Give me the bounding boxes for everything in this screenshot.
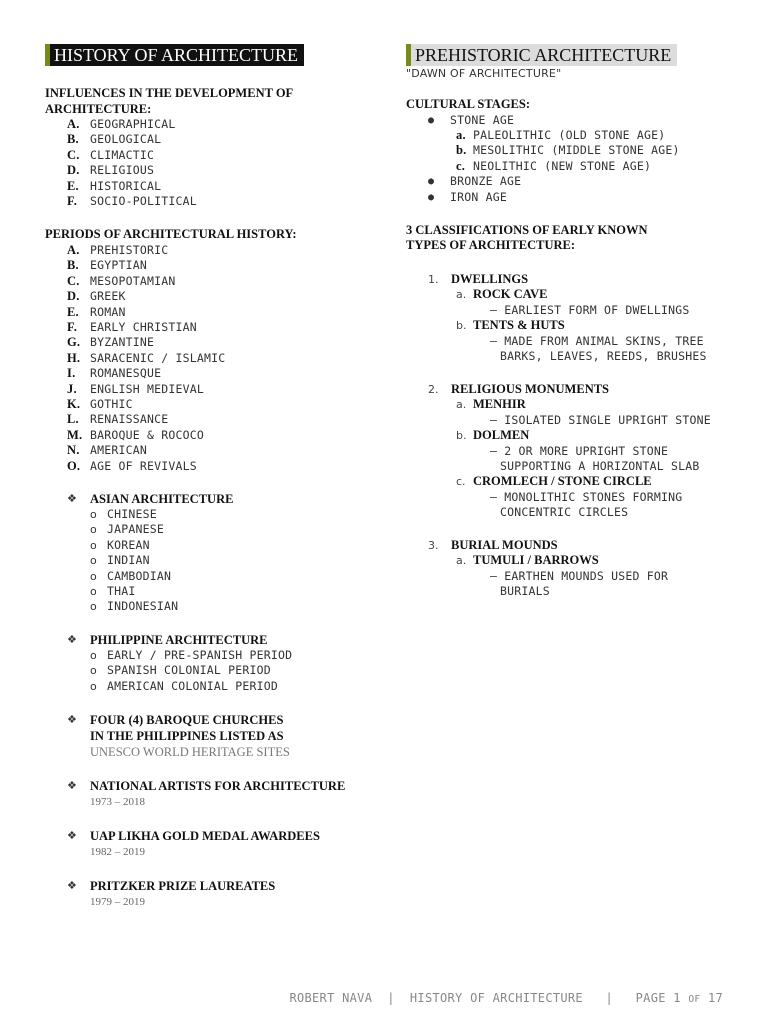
list-item: o SPANISH COLONIAL PERIOD [90,663,271,678]
list-item: F. SOCIO-POLITICAL [67,194,197,209]
list-item: a. PALEOLITHIC (OLD STONE AGE) [456,127,666,142]
page-total: 17 [707,991,723,1005]
list-item: c. CROMLECH / STONE CIRCLE [456,474,652,489]
asian-heading: ❖ ASIAN ARCHITECTURE [67,492,234,507]
influences-list [45,117,375,209]
list-item: a. ROCK CAVE [456,287,548,302]
uap-likha-heading: ❖ UAP LIKHA GOLD MEDAL AWARDEES 1982 – 2019 [67,829,320,859]
bullet-dot-icon: ● [428,114,435,126]
philippine-list [45,648,375,694]
list-item: a. TUMULI / BARROWS [456,553,599,568]
burial-mounds-heading: 3. BURIAL MOUNDS [428,537,558,552]
list-item: o JAPANESE [90,522,164,537]
list-item: A. GEOGRAPHICAL [67,117,176,131]
list-item: o KOREAN [90,537,150,552]
list-item: a. MENHIR [456,397,526,412]
description: – 2 OR MORE UPRIGHT STONE SUPPORTING A HORIZONTAL SLAB [490,443,700,473]
pritzker-heading: ❖ PRITZKER PRIZE LAUREATES 1979 – 2019 [67,879,276,909]
list-item: F. EARLY CHRISTIAN [67,319,197,334]
list-item: c. NEOLITHIC (NEW STONE AGE) [456,158,652,173]
list-item: E. HISTORICAL [67,178,162,193]
description: – EARLIEST FORM OF DWELLINGS [490,302,690,317]
cultural-stages-heading: CULTURAL STAGES: [406,97,530,111]
periods-heading: PERIODS OF ARCHITECTURAL HISTORY: [45,227,297,242]
list-item: K. GOTHIC [67,397,133,411]
bullet-dot-icon: ● [428,191,435,203]
diamond-bullet-icon: ❖ [67,714,77,727]
list-item: o AMERICAN COLONIAL PERIOD [90,678,278,693]
list-item: B. EGYPTIAN [67,258,147,273]
page-title: HISTORY OF ARCHITECTURE [45,44,304,66]
list-item: b. DOLMEN [456,428,530,443]
list-item: L. RENAISSANCE [67,412,169,427]
bullet-dot-icon: ● [428,176,435,188]
description: – EARTHEN MOUNDS USED FOR BURIALS [490,568,669,599]
list-item: O. AGE OF REVIVALS [67,458,197,473]
section-subtitle: "DAWN OF ARCHITECTURE" [406,67,562,80]
list-item: C. MESOPOTAMIAN [67,273,176,288]
classifications-heading: 3 CLASSIFICATIONS OF EARLY KNOWN TYPES OF ARCHITECTURE: [406,222,648,253]
description: – MONOLITHIC STONES FORMING CONCENTRIC CIRCLES [490,489,683,520]
list-item: D. GREEK [67,289,126,304]
page-number: 1 [673,991,681,1005]
list-item: o INDONESIAN [90,599,179,614]
baroque-churches-heading: ❖ FOUR (4) BAROQUE CHURCHES IN THE PHILIPPINES LISTED AS UNESCO WORLD HERITAGE SITES [67,713,290,760]
list-item: I. ROMANESQUE [67,366,162,381]
diamond-bullet-icon: ❖ [67,830,77,843]
page-footer: ROBERT NAVA | HISTORY OF ARCHITECTURE | PAGE 1 OF 17 [289,991,723,1005]
list-item: B. GEOLOGICAL [67,132,162,147]
philippine-heading: ❖ PHILIPPINE ARCHITECTURE [67,632,268,647]
list-item: o CAMBODIAN [90,568,172,583]
list-item: N. AMERICAN [67,443,147,458]
list-item: ● BRONZE AGE [428,174,522,189]
list-item: o THAI [90,584,136,599]
list-item: C. CLIMACTIC [67,147,155,162]
list-item: J. ENGLISH MEDIEVAL [67,381,204,396]
diamond-bullet-icon: ❖ [67,880,77,893]
description: – MADE FROM ANIMAL SKINS, TREE BARKS, LEAVES, REEDS, BRUSHES [490,333,707,364]
religious-monuments-heading: 2. RELIGIOUS MONUMENTS [428,381,610,396]
list-item: o INDIAN [90,553,150,568]
list-item: E. ROMAN [67,304,126,319]
diamond-bullet-icon: ❖ [67,493,77,506]
list-item: o CHINESE [90,507,157,522]
left-column [45,44,375,910]
list-item: G. BYZANTINE [67,335,155,350]
dwellings-heading: 1. DWELLINGS [428,271,529,286]
list-item: b. MESOLITHIC (MIDDLE STONE AGE) [456,143,680,158]
list-item: M. BAROQUE & ROCOCO [67,427,204,442]
list-item: A. PREHISTORIC [67,242,169,257]
description: – ISOLATED SINGLE UPRIGHT STONE [490,412,711,427]
diamond-bullet-icon: ❖ [67,780,77,793]
right-column [406,44,746,600]
diamond-bullet-icon: ❖ [67,633,77,646]
list-item: ● STONE AGE [428,112,515,127]
list-item: b. TENTS & HUTS [456,318,565,333]
periods-list [45,243,375,474]
list-item: ● IRON AGE [428,189,507,204]
list-item: D. RELIGIOUS [67,163,155,178]
section-title: PREHISTORIC ARCHITECTURE [406,44,677,66]
list-item: H. SARACENIC / ISLAMIC [67,350,226,365]
national-artists-heading: ❖ NATIONAL ARTISTS FOR ARCHITECTURE 1973 – 2018 [67,779,346,809]
asian-list [45,507,375,615]
stone-age-list [406,128,746,174]
influences-heading: INFLUENCES IN THE DEVELOPMENT OF ARCHITECTURE: [45,86,293,116]
list-item: o EARLY / PRE-SPANISH PERIOD [90,647,293,662]
